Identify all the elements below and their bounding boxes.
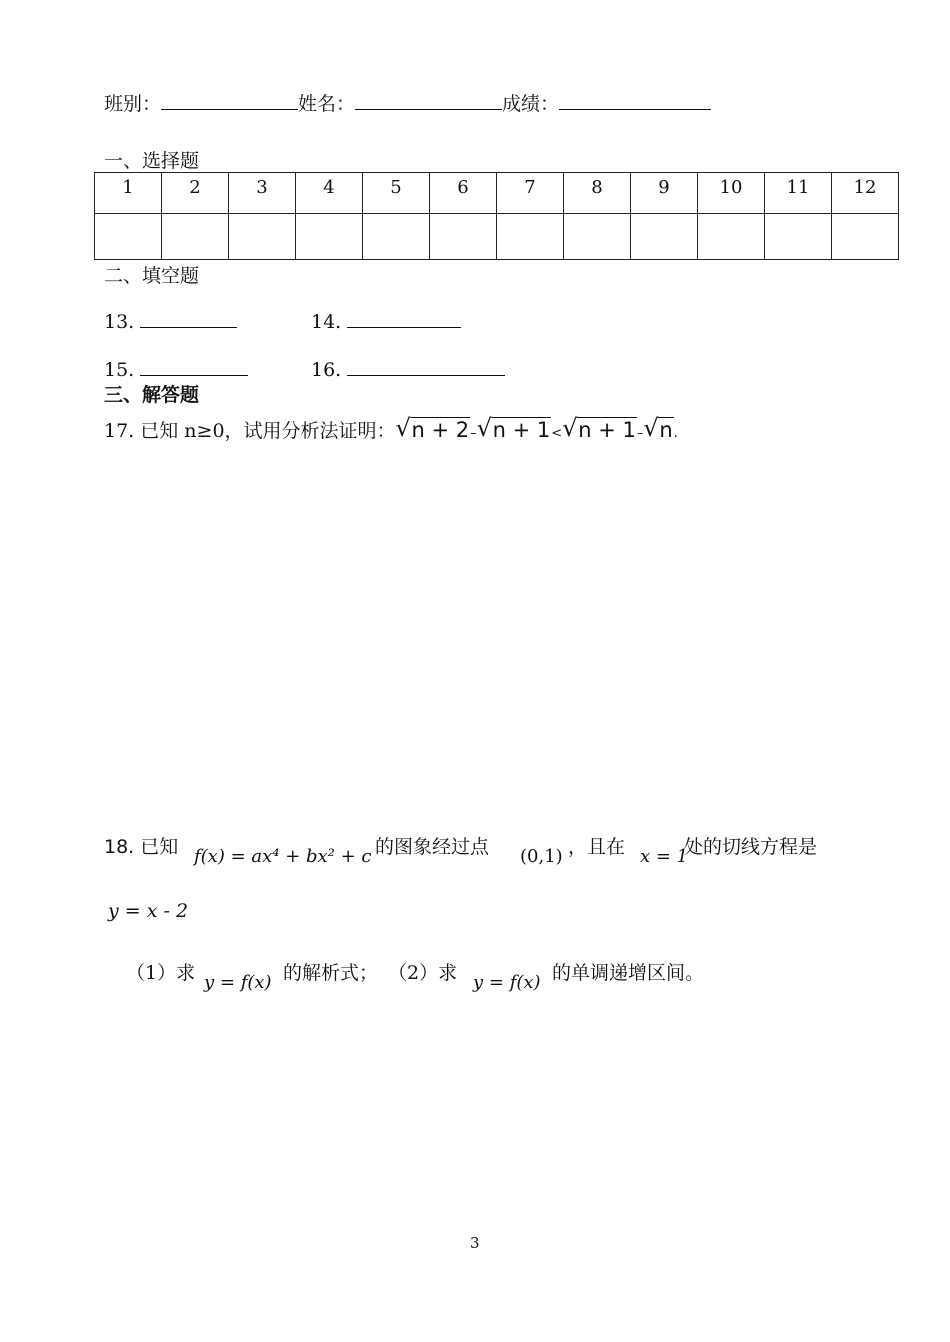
class-blank[interactable] [161,91,298,110]
answer-header-cell: 10 [698,173,765,214]
answer-header-cell: 4 [296,173,363,214]
answer-cell[interactable] [363,214,430,260]
answer-header-cell: 1 [95,173,162,214]
q18-point: (0,1) [520,846,563,867]
score-label: 成绩： [502,93,560,115]
fill-item-number: 13. [104,311,135,333]
question-17: 17. 已知 n≥0，试用分析法证明： √ n + 2– √ n + 1< √ n + 1– √ n. [104,414,678,442]
fill-blank[interactable] [140,357,248,376]
fill-blank[interactable] [140,309,237,328]
fill-item-number: 14. [311,311,342,333]
q18-text-1: 的图象经过点 [375,836,490,858]
q18-function: f(x) = ax⁴ + bx² + c [194,846,372,867]
part2-label: （2）求 [388,962,458,984]
page-number: 3 [470,1234,480,1252]
answer-header-cell: 9 [631,173,698,214]
part1-text: 的解析式； [283,962,379,984]
answer-header-cell: 8 [564,173,631,214]
q18-text-3: 处的切线方程是 [684,836,818,858]
answer-table [94,172,899,260]
answer-cell[interactable] [162,214,229,260]
score-blank[interactable] [559,91,711,110]
answer-cell[interactable] [832,214,899,260]
q18-x-equals: x = 1 [640,846,689,867]
header-line [104,89,711,116]
q18-tangent-line: y = x - 2 [108,900,189,922]
name-blank[interactable] [355,91,502,110]
q18-prefix: 18. 已知 [104,836,179,858]
q18-parts [126,958,195,985]
fill-item-number: 15. [104,359,135,381]
fill-item-number: 16. [311,359,342,381]
fill-item-15 [104,357,248,381]
sqrt-term: √ n + 2 [395,414,470,442]
part1-expr: y = f(x) [204,972,272,993]
answer-cell[interactable] [95,214,162,260]
section1-title: 一、选择题 [104,150,200,172]
sqrt-term: √ n + 1 [562,414,636,442]
fill-item-16 [311,357,505,381]
fill-blank[interactable] [347,309,461,328]
answer-header-cell: 2 [162,173,229,214]
answer-cell[interactable] [698,214,765,260]
section3-title: 三、解答题 [104,384,200,406]
answer-header-cell: 5 [363,173,430,214]
answer-header-cell: 11 [765,173,832,214]
section2-title: 二、填空题 [104,265,200,287]
answer-cell[interactable] [296,214,363,260]
fill-item-14 [311,309,461,333]
name-label: 姓名： [298,93,356,115]
answer-table-header-row [95,173,899,214]
sqrt-term: √ n [643,414,673,442]
q18-text-2: ，且在 [568,836,626,858]
part2-text: 的单调递增区间。 [552,962,705,984]
answer-cell[interactable] [229,214,296,260]
part2-expr: y = f(x) [473,972,541,993]
answer-table-answer-row [95,214,899,260]
answer-header-cell: 6 [430,173,497,214]
answer-header-cell: 3 [229,173,296,214]
class-label: 班别： [104,93,162,115]
answer-cell[interactable] [765,214,832,260]
answer-cell[interactable] [631,214,698,260]
part1-label: （1）求 [126,962,196,984]
fill-item-13 [104,309,237,333]
fill-blank[interactable] [347,357,505,376]
answer-cell[interactable] [430,214,497,260]
sqrt-term: √ n + 1 [476,414,551,442]
answer-cell[interactable] [564,214,631,260]
answer-header-cell: 12 [832,173,899,214]
answer-header-cell: 7 [497,173,564,214]
q17-prefix: 17. 已知 n≥0，试用分析法证明： [104,420,396,442]
answer-cell[interactable] [497,214,564,260]
